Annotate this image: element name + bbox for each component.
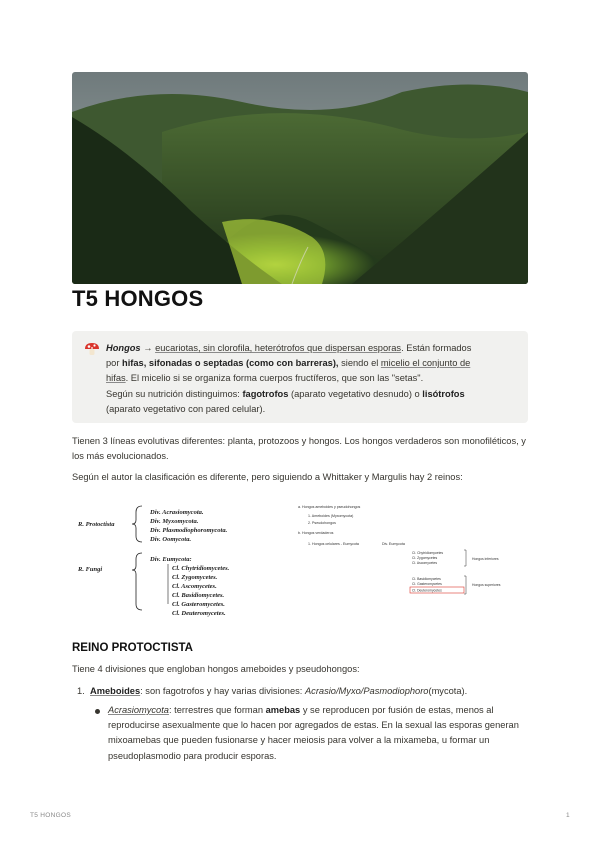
- kingdom-fungi: R. Fungi: [78, 566, 103, 573]
- small-g1-label: Hongos inferiores: [472, 557, 499, 561]
- div-eumycota: Div. Eumycota:: [150, 556, 192, 563]
- callout-text: [106, 341, 516, 417]
- definition-callout: [72, 331, 528, 423]
- page-title: T5 HONGOS: [72, 286, 204, 311]
- term-amebas: amebas: [265, 705, 301, 715]
- term-ameboides: Ameboides: [90, 686, 141, 696]
- small-g2-0: Cl. Basidiomycetes: [412, 577, 441, 581]
- arrow-text: →: [140, 343, 156, 353]
- bullet-dot: [95, 709, 100, 714]
- term-fagotrofos: fagotrofos: [242, 388, 289, 399]
- term-acrasiomycota: Acrasiomycota: [108, 705, 169, 715]
- list-number: 1.: [77, 686, 85, 696]
- section-heading: REINO PROTOCTISTA: [72, 642, 193, 654]
- small-g1-1: Cl. Zygomycetes: [412, 556, 438, 560]
- small-g2-2: Cl. Deuteromycetes: [412, 588, 442, 593]
- callout-text-part: . El micelio si se organiza forma cuerpos fructíferos, que son las "setas".: [125, 373, 424, 384]
- small-g1-0: Cl. Chytridiomycetes: [412, 551, 444, 555]
- small-eumycota: Div. Eumycota: [382, 542, 405, 546]
- term-hongos: Hongos: [106, 343, 141, 353]
- term-lisotrofos: lisótrofos: [422, 388, 465, 399]
- page-number: 1: [566, 812, 570, 819]
- callout-text-part: siendo el: [338, 358, 381, 369]
- list-text-part: (mycota).: [428, 686, 468, 696]
- small-a1: 1. Ameboides (Myxomycota): [308, 514, 354, 518]
- valley-landscape: [72, 72, 528, 284]
- class-basidiomycetes: Cl. Basidiomycetes.: [172, 592, 225, 599]
- list-item-text: [90, 684, 527, 699]
- section-intro: Tiene 4 divisiones que engloban hongos ameboides y pseudohongos:: [72, 664, 360, 674]
- bullet-text-part: : terrestres que forman: [168, 705, 266, 715]
- hifas-bold: hifas, sifonadas o septadas (como con barreras),: [122, 358, 339, 369]
- bullet-text-part: y se reproducen por fusión de estas, menos al reproducirse asexualmente que lo hacen por agregados de estas. En la sexual las esporas generan mixoamebas que pueden fusionarse y hacer meiosis para volver a la mixameba, u formar un pseudoplasmodio para producir esporas.: [108, 705, 519, 761]
- callout-text-part: Según su nutrición distinguimos:: [106, 388, 243, 399]
- callout-line-4: [106, 387, 516, 402]
- callout-line-5: (aparato vegetativo con pared celular).: [106, 403, 266, 414]
- kingdom-protoctista: R. Protoctista: [78, 521, 115, 528]
- class-chytridiomycetes: Cl. Chytridiomycetes.: [172, 565, 230, 572]
- div-plasmodiophoromycota: Div. Plasmodiophoromycota.: [150, 527, 228, 534]
- callout-line-3: [106, 371, 516, 386]
- class-ascomycetes: Cl. Ascomycetes.: [172, 583, 217, 590]
- callout-text-part: (aparato vegetativo desnudo) o: [288, 388, 423, 399]
- mushroom-icon: [84, 341, 100, 357]
- banner-image: [72, 72, 528, 284]
- small-g2-label: Hongos superiores: [472, 583, 501, 587]
- callout-line-2: [106, 356, 516, 371]
- class-zygomycetes: Cl. Zygomycetes.: [172, 574, 218, 581]
- hongos-definition: eucariotas, sin clorofila, heterótrofos que dispersan esporas: [155, 343, 402, 353]
- small-a: a. Hongos ameboides y pseudohongos: [298, 505, 361, 509]
- brace-fungi: [132, 553, 142, 610]
- hifas-underline: hifas: [106, 373, 126, 384]
- class-deuteromycetes: Cl. Deuteromycetes.: [172, 610, 226, 617]
- div-myxomycota: Div. Myxomycota.: [150, 518, 199, 525]
- list-text-part: : son fagotrofos y hay varias divisiones:: [140, 686, 305, 696]
- classification-svg: [72, 500, 528, 620]
- small-brace-1: [464, 550, 466, 566]
- class-gasteromycetes: Cl. Gasteromycetes.: [172, 601, 225, 608]
- callout-line-1: [106, 341, 516, 356]
- bullet-item-acrasiomycota: [108, 703, 528, 764]
- brace-protoctista: [132, 506, 142, 542]
- callout-text-part: . Están formados: [401, 343, 472, 353]
- div-acrasiomycota: Div. Acrasiomycota.: [150, 509, 204, 516]
- small-b: b. Hongos verdaderos: [298, 531, 334, 535]
- footer-title: T5 HONGOS: [30, 812, 71, 819]
- small-a2: 2. Pseudohongos: [308, 521, 336, 525]
- small-g2-1: Cl. Gasteromycetes: [412, 582, 442, 586]
- small-b1: 1. Hongos celulares - Eumycota: [308, 542, 359, 546]
- micelio-underline: micelio el conjunto de: [380, 358, 471, 369]
- division-names: Acrasio/Myxo/Pasmodiophoro: [304, 686, 429, 696]
- paragraph-clasificacion: Según el autor la clasificación es diferente, pero siguiendo a Whittaker y Margulis hay 2 reinos:: [72, 472, 463, 482]
- classification-figure: [72, 500, 528, 620]
- small-g1-2: Cl. Ascomycetes: [412, 561, 438, 565]
- callout-text-part: por: [106, 358, 123, 369]
- div-oomycota: Div. Oomycota.: [150, 536, 192, 543]
- paragraph-lineas-evolutivas: Tienen 3 líneas evolutivas diferentes: planta, protozoos y hongos. Los hongos verdaderos son monofiléticos, y los más evolucionados.: [72, 436, 526, 462]
